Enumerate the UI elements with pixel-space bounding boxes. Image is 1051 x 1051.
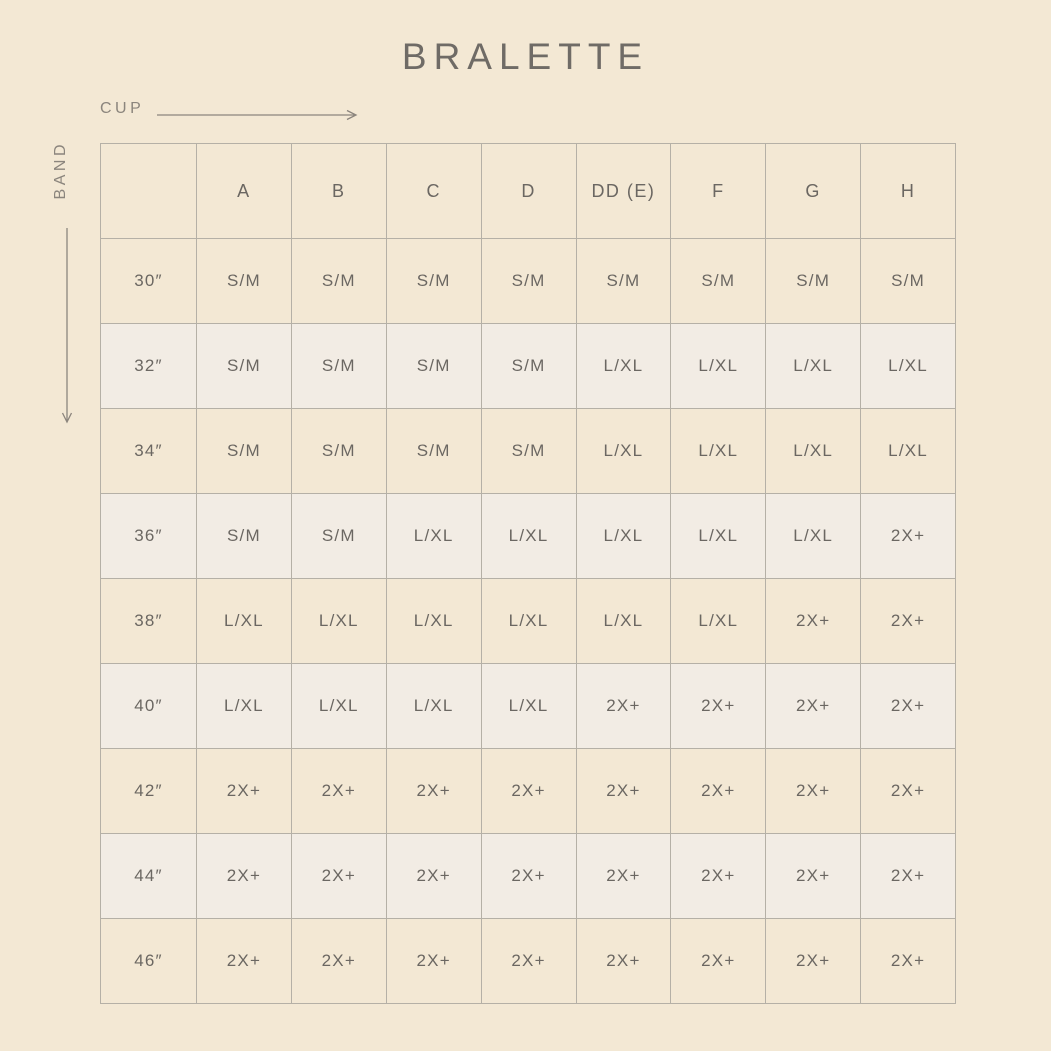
size-cell: 2X+	[861, 494, 956, 579]
size-cell: L/XL	[481, 494, 576, 579]
size-cell: S/M	[576, 239, 671, 324]
size-cell: L/XL	[291, 664, 386, 749]
size-cell: 2X+	[291, 834, 386, 919]
size-cell: 2X+	[576, 919, 671, 1004]
table-row	[101, 919, 956, 1004]
size-cell: L/XL	[671, 409, 766, 494]
table-row	[101, 494, 956, 579]
size-cell: S/M	[291, 494, 386, 579]
size-cell: L/XL	[481, 579, 576, 664]
size-cell: 2X+	[861, 919, 956, 1004]
table-row	[101, 664, 956, 749]
column-header-cup-b: B	[291, 144, 386, 239]
size-cell: 2X+	[576, 834, 671, 919]
size-cell: S/M	[386, 324, 481, 409]
size-cell: L/XL	[481, 664, 576, 749]
size-cell: S/M	[481, 409, 576, 494]
size-cell: L/XL	[386, 664, 481, 749]
size-cell: L/XL	[197, 664, 292, 749]
size-cell: 2X+	[481, 834, 576, 919]
size-cell: S/M	[197, 239, 292, 324]
size-cell: 2X+	[861, 834, 956, 919]
size-cell: L/XL	[576, 494, 671, 579]
size-cell: S/M	[481, 239, 576, 324]
row-header-band: 44″	[101, 834, 197, 919]
size-cell: S/M	[197, 494, 292, 579]
size-cell: 2X+	[766, 919, 861, 1004]
size-cell: 2X+	[766, 579, 861, 664]
size-cell: L/XL	[671, 494, 766, 579]
size-cell: 2X+	[291, 749, 386, 834]
size-cell: L/XL	[291, 579, 386, 664]
size-cell: L/XL	[671, 324, 766, 409]
column-header-cup-f: F	[671, 144, 766, 239]
size-cell: 2X+	[576, 749, 671, 834]
size-cell: L/XL	[766, 324, 861, 409]
row-header-band: 30″	[101, 239, 197, 324]
table-row	[101, 749, 956, 834]
size-cell: 2X+	[197, 749, 292, 834]
size-cell: S/M	[197, 324, 292, 409]
size-cell: 2X+	[766, 664, 861, 749]
column-header-cup-h: H	[861, 144, 956, 239]
row-header-band: 36″	[101, 494, 197, 579]
size-cell: S/M	[291, 324, 386, 409]
table-row	[101, 579, 956, 664]
size-cell: 2X+	[197, 919, 292, 1004]
cup-axis-arrow-icon	[157, 109, 367, 121]
size-cell: L/XL	[576, 579, 671, 664]
band-axis-label: BAND	[52, 141, 69, 200]
size-cell: S/M	[766, 239, 861, 324]
size-cell: S/M	[861, 239, 956, 324]
size-cell: 2X+	[386, 919, 481, 1004]
row-header-band: 34″	[101, 409, 197, 494]
size-cell: 2X+	[671, 919, 766, 1004]
size-cell: S/M	[386, 239, 481, 324]
size-cell: 2X+	[861, 579, 956, 664]
size-cell: 2X+	[766, 749, 861, 834]
size-cell: L/XL	[197, 579, 292, 664]
size-cell: S/M	[291, 239, 386, 324]
row-header-band: 46″	[101, 919, 197, 1004]
size-cell: 2X+	[576, 664, 671, 749]
size-cell: L/XL	[861, 324, 956, 409]
size-cell: 2X+	[386, 749, 481, 834]
table-corner-cell	[101, 144, 197, 239]
size-cell: 2X+	[861, 749, 956, 834]
size-cell: 2X+	[671, 664, 766, 749]
table-row	[101, 239, 956, 324]
column-header-cup-g: G	[766, 144, 861, 239]
size-cell: 2X+	[671, 834, 766, 919]
size-cell: 2X+	[481, 919, 576, 1004]
size-cell: L/XL	[861, 409, 956, 494]
size-cell: L/XL	[386, 579, 481, 664]
table-row	[101, 324, 956, 409]
size-cell: S/M	[386, 409, 481, 494]
cup-axis-label: CUP	[100, 100, 145, 117]
size-cell: L/XL	[766, 409, 861, 494]
row-header-band: 40″	[101, 664, 197, 749]
column-header-cup-dd: DD (E)	[576, 144, 671, 239]
size-cell: S/M	[481, 324, 576, 409]
row-header-band: 38″	[101, 579, 197, 664]
size-cell: S/M	[197, 409, 292, 494]
column-header-cup-a: A	[197, 144, 292, 239]
size-cell: 2X+	[291, 919, 386, 1004]
size-cell: 2X+	[386, 834, 481, 919]
size-cell: L/XL	[766, 494, 861, 579]
size-cell: L/XL	[576, 409, 671, 494]
page-title: BRALETTE	[401, 36, 650, 77]
size-cell: 2X+	[197, 834, 292, 919]
size-cell: 2X+	[766, 834, 861, 919]
table-row	[101, 834, 956, 919]
band-axis-arrow-icon	[60, 228, 74, 433]
size-cell: L/XL	[576, 324, 671, 409]
row-header-band: 42″	[101, 749, 197, 834]
size-cell: L/XL	[386, 494, 481, 579]
table-row	[101, 409, 956, 494]
size-cell: L/XL	[671, 579, 766, 664]
size-cell: 2X+	[481, 749, 576, 834]
table-header-row	[101, 144, 956, 239]
size-cell: 2X+	[861, 664, 956, 749]
row-header-band: 32″	[101, 324, 197, 409]
size-cell: S/M	[291, 409, 386, 494]
column-header-cup-d: D	[481, 144, 576, 239]
size-cell: S/M	[671, 239, 766, 324]
size-chart-table	[100, 143, 956, 1004]
column-header-cup-c: C	[386, 144, 481, 239]
size-cell: 2X+	[671, 749, 766, 834]
